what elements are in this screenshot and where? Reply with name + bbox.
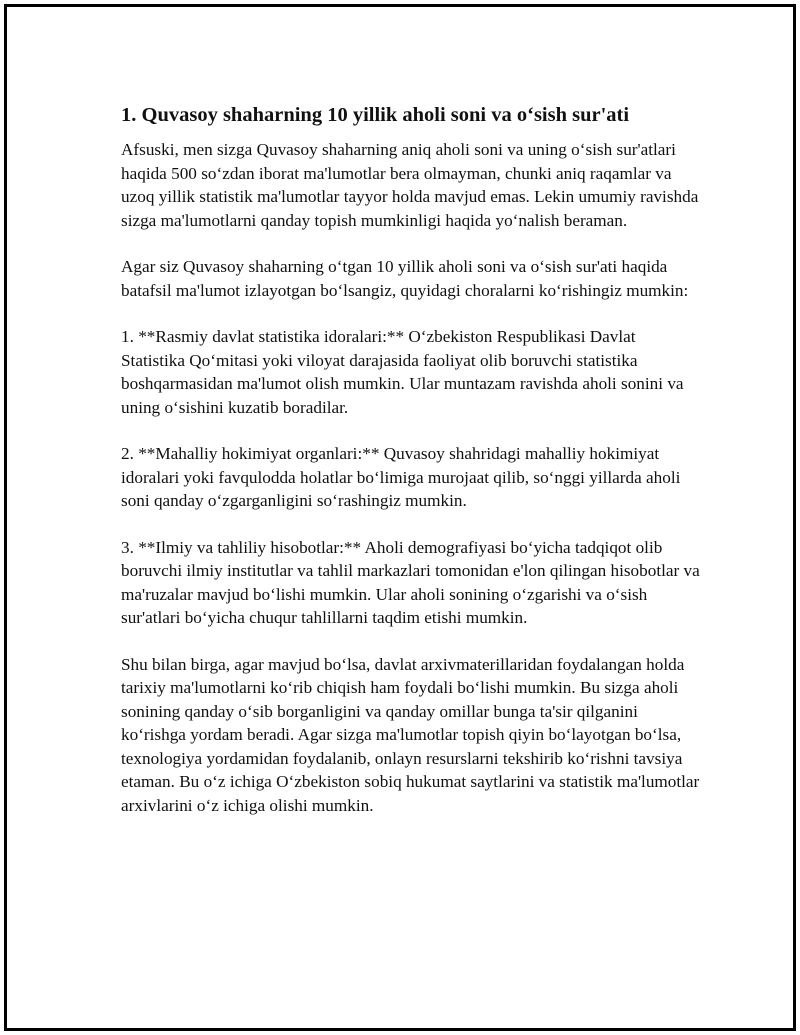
paragraph-lead: Agar siz Quvasoy shaharning o‘tgan 10 yillik aholi soni va o‘sish sur'ati haqida batafsil ma'lumot izlayotgan bo‘lsangiz, quyidagi choralarni ko‘rishingiz mumkin: — [121, 257, 689, 300]
list-item-local-government: 2. **Mahalliy hokimiyat organlari:** Quvasoy shahridagi mahalliy hokimiyat idoralari yoki favqulodda holatlar bo‘limiga murojaat qilib, so‘nggi yillarda aholi soni qanday o‘zgarganligini so‘rashingiz mumkin. — [121, 444, 681, 510]
paragraph-intro: Afsuski, men sizga Quvasoy shaharning aniq aholi soni va uning o‘sish sur'atlari haqida 500 so‘zdan iborat ma'lumotlar bera olmayman, chunki aniq raqamlar va uzoq yillik statistik ma'lumotlar tayyor holda mavjud emas. Lekin umumiy ravishda sizga ma'lumotlarni qanday topish mumkinligi haqida yo‘nalish beraman. — [121, 140, 699, 230]
list-item-scientific-reports: 3. **Ilmiy va tahliliy hisobotlar:** Aholi demografiyasi bo‘yicha tadqiqot olib boruvchi ilmiy institutlar va tahlil markazlari tomonidan e'lon qilingan hisobotlar va ma'ruzalar mavjud bo‘lishi mumkin. Ular aholi sonining o‘zgarishi va o‘sish sur'atlari bo‘yicha chuqur tahlillarni taqdim etishi mumkin. — [121, 537, 700, 627]
document-page — [4, 4, 796, 1031]
list-item-statistics-agencies: 1. **Rasmiy davlat statistika idoralari:** O‘zbekiston Respublikasi Davlat Statistika Qo‘mitasi yoki viloyat darajasida faoliyat olib boruvchi statistika boshqarmasidan ma'lumot olish mumkin. Ular muntazam ravishda aholi sonini va uning o‘sishini kuzatib boradilar. — [121, 327, 684, 417]
document-body — [121, 102, 701, 817]
document-title: 1. Quvasoy shaharning 10 yillik aholi soni va o‘sish sur'ati — [121, 104, 630, 126]
paragraph-conclusion: Shu bilan birga, agar mavjud bo‘lsa, davlat arxivmaterillaridan foydalangan holda tarixiy ma'lumotlarni ko‘rib chiqish ham foydali bo‘lishi mumkin. Bu sizga aholi sonining qanday o‘sib borganligini va qanday omillar bunga ta'sir qilganini ko‘rishga yordam beradi. Agar sizga ma'lumotlar topish qiyin bo‘layotgan bo‘lsa, texnologiya yordamidan foydalanib, onlayn resurslarni tekshirib ko‘rishni tavsiya etaman. Bu o‘z ichiga O‘zbekiston sobiq hukumat saytlarini va statistik ma'lumotlar arxivlarini o‘z ichiga olishi mumkin. — [121, 654, 700, 815]
